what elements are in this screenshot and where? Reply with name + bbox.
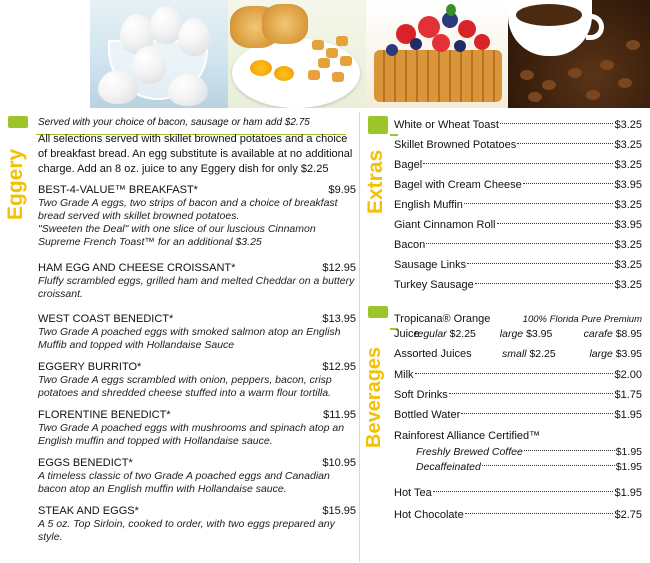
menu-item — [38, 408, 356, 448]
extras-row — [394, 255, 642, 275]
item-price: $11.95 — [323, 409, 356, 421]
item-description: Two Grade A eggs scrambled with onion, peppers, bacon, crisp potatoes and shredded cheese stuffed into a warm flour tortilla. — [38, 374, 332, 399]
extras-row — [394, 175, 642, 195]
extras-row — [394, 195, 642, 215]
size-price: $3.95 — [526, 328, 553, 340]
extras-name: Giant Cinnamon Roll — [394, 219, 496, 231]
size-price: $2.25 — [449, 328, 476, 340]
item-description: Two Grade A poached eggs with smoked salmon atop an English Muffib and topped with Hollandaise Sauce — [38, 326, 341, 351]
orange-juice-note: 100% Florida Pure Premium — [522, 314, 642, 325]
beverage-row — [394, 405, 642, 425]
extras-price: $3.25 — [614, 139, 642, 151]
item-name: EGGS BENEDICT* — [38, 457, 133, 469]
eggery-intro: All selections served with skillet browned potatoes and a choice of breakfast bread. An egg substitute is available at no additional charge. Add an 8 oz. juice to any Eggery dish for only $2.25 — [38, 133, 353, 175]
beverage-price: $1.75 — [614, 389, 642, 401]
eggs-toast-photo — [228, 0, 366, 108]
beverage-price: $2.75 — [614, 509, 642, 521]
item-name: FLORENTINE BENEDICT* — [38, 409, 171, 421]
coffee-row — [394, 445, 642, 460]
menu-item — [38, 312, 356, 352]
beverage-price: $2.00 — [614, 369, 642, 381]
item-name: HAM EGG AND CHEESE CROISSANT* — [38, 262, 236, 274]
beverages-tab — [368, 306, 388, 318]
item-description: A 5 oz. Top Sirloin, cooked to order, with two eggs prepared any style. — [38, 518, 335, 543]
extras-name: Bacon — [394, 239, 426, 251]
assorted-juices-row — [394, 343, 642, 365]
item-price: $12.95 — [322, 262, 356, 274]
size-price: $2.25 — [529, 348, 556, 360]
item-description: Two Grade A poached eggs with mushrooms and spinach atop an English muffin and topped with Hollandaise sauce. — [38, 422, 345, 447]
extras-name: English Muffin — [394, 199, 463, 211]
item-description-extra: "Sweeten the Deal" with one slice of our luscious Cinnamon Supreme French Toast™ for an additional $3.25 — [38, 223, 316, 248]
coffee-price: $1.95 — [615, 461, 642, 473]
extras-name: Bagel with Cream Cheese — [394, 179, 522, 191]
extras-row — [394, 135, 642, 155]
beverage-row — [394, 385, 642, 405]
orange-juice-name: Tropicana® Orange Juice — [394, 313, 491, 340]
size-label: large — [589, 348, 613, 360]
extras-price: $3.25 — [614, 199, 642, 211]
size-label: regular — [414, 328, 447, 340]
extras-price: $3.25 — [614, 119, 642, 131]
extras-name: Turkey Sausage — [394, 279, 474, 291]
eggery-tab — [8, 116, 28, 128]
menu-item — [38, 504, 356, 544]
size-label: carafe — [583, 328, 613, 340]
item-name: BEST-4-VALUE™ BREAKFAST* — [38, 184, 198, 196]
extras-price: $3.25 — [614, 279, 642, 291]
beverage-name: Hot Tea — [394, 487, 432, 499]
extras-row — [394, 275, 642, 295]
size-price: $8.95 — [615, 328, 642, 340]
waffle-photo — [366, 0, 508, 108]
coffee-row — [394, 460, 642, 475]
beverage-price: $1.95 — [614, 487, 642, 499]
item-name: WEST COAST BENEDICT* — [38, 313, 174, 325]
beverage-row — [394, 365, 642, 385]
size-label: large — [499, 328, 524, 340]
menu-item — [38, 360, 356, 400]
extras-price: $3.25 — [614, 159, 642, 171]
coffee-price: $1.95 — [615, 446, 642, 458]
extras-price: $3.95 — [614, 219, 642, 231]
served-with-note: Served with your choice of bacon, sausage or ham add $2.75 — [38, 117, 310, 128]
item-name: STEAK AND EGGS* — [38, 505, 139, 517]
item-price: $15.95 — [322, 505, 356, 517]
menu-item — [38, 456, 356, 496]
beverages-section-label: Beverages — [363, 346, 385, 448]
photo-strip — [90, 0, 650, 108]
item-description: Two Grade A eggs, two strips of bacon and a choice of breakfast bread served with skillet browned potatoes. — [38, 197, 338, 222]
coffee-name: Decaffeinated — [416, 461, 481, 473]
beverage-name: Hot Chocolate — [394, 509, 464, 521]
extras-section — [394, 115, 642, 295]
eggery-section — [38, 117, 356, 544]
eggery-section-label: Eggery — [4, 148, 27, 220]
size-price: $3.95 — [615, 348, 642, 360]
extras-tab — [368, 116, 388, 134]
extras-price: $3.25 — [614, 239, 642, 251]
item-price: $13.95 — [322, 313, 356, 325]
item-price: $10.95 — [322, 457, 356, 469]
orange-juice-sizes — [394, 327, 642, 341]
item-description: Fluffy scrambled eggs, grilled ham and melted Cheddar on a buttery croissant. — [38, 275, 355, 300]
beverage-name: Bottled Water — [394, 409, 461, 421]
beverage-name: Milk — [394, 369, 414, 381]
extras-row — [394, 155, 642, 175]
coffee-photo — [508, 0, 650, 108]
menu-item — [38, 183, 356, 249]
beverage-row — [394, 483, 642, 503]
column-divider — [359, 112, 360, 562]
extras-name: Sausage Links — [394, 259, 467, 271]
item-price: $9.95 — [328, 184, 356, 196]
item-price: $12.95 — [322, 361, 356, 373]
extras-row — [394, 215, 642, 235]
extras-section-label: Extras — [364, 149, 387, 214]
menu-item — [38, 261, 356, 301]
item-name: EGGERY BURRITO* — [38, 361, 142, 373]
beverage-name: Soft Drinks — [394, 389, 448, 401]
extras-name: White or Wheat Toast — [394, 119, 499, 131]
extras-price: $3.95 — [614, 179, 642, 191]
assorted-juices-name: Assorted Juices — [394, 348, 472, 360]
size-label: small — [502, 348, 527, 360]
item-description: A timeless classic of two Grade A poached eggs and Canadian bacon atop an English muffin with Hollandaise sauce. — [38, 470, 330, 495]
extras-name: Skillet Browned Potatoes — [394, 139, 517, 151]
beverages-section — [394, 312, 642, 525]
extras-row — [394, 235, 642, 255]
rainforest-heading: Rainforest Alliance Certified™ — [394, 430, 541, 442]
extras-row — [394, 115, 642, 135]
extras-name: Bagel — [394, 159, 423, 171]
beverage-row — [394, 505, 642, 525]
coffee-name: Freshly Brewed Coffee — [416, 446, 523, 458]
extras-price: $3.25 — [614, 259, 642, 271]
beverage-price: $1.95 — [614, 409, 642, 421]
eggs-bowl-photo — [90, 0, 228, 108]
